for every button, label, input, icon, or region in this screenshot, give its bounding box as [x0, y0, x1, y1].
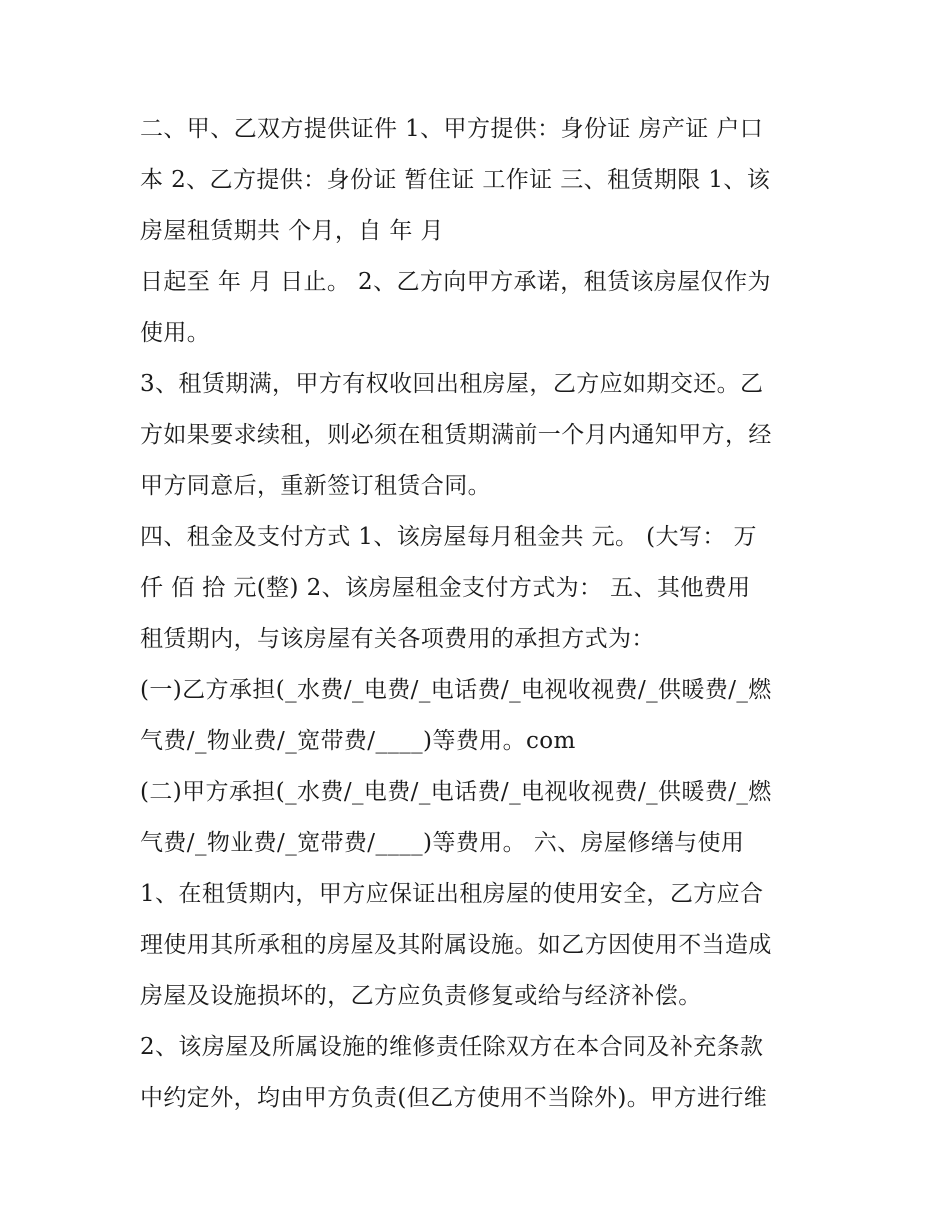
text-line: 四、租金及支付方式 1、该房屋每月租金共 元。 (大写： 万	[140, 524, 757, 550]
text-line: 甲方同意后，重新签订租赁合同。	[140, 473, 491, 499]
text-line: 2、该房屋及所属设施的维修责任除双方在本合同及补充条款	[140, 1034, 764, 1060]
contract-text-body	[140, 104, 820, 1124]
text-line: (一)乙方承担(_水费/_电费/_电话费/_电视收视费/_供暖费/_燃	[140, 677, 772, 703]
text-line: 3、租赁期满，甲方有权收回出租房屋，乙方应如期交还。乙	[140, 371, 764, 397]
text-line: 理使用其所承租的房屋及其附属设施。如乙方因使用不当造成	[140, 932, 772, 958]
text-line: 方如果要求续租，则必须在租赁期满前一个月内通知甲方，经	[140, 422, 772, 448]
text-line: 使用。	[140, 320, 211, 346]
text-line: 房屋租赁期共 个月，自 年 月	[140, 218, 444, 244]
text-line: 1、在租赁期内，甲方应保证出租房屋的使用安全，乙方应合	[140, 881, 764, 907]
text-line: 气费/_物业费/_宽带费/____)等费用。 六、房屋修缮与使用	[140, 830, 745, 856]
text-line: 房屋及设施损坏的，乙方应负责修复或给与经济补偿。	[140, 983, 702, 1009]
text-line: 二、甲、乙双方提供证件 1、甲方提供：身份证 房产证 户口	[140, 116, 764, 142]
text-line: 仟 佰 拾 元(整) 2、该房屋租金支付方式为： 五、其他费用	[140, 575, 751, 601]
text-line: 租赁期内，与该房屋有关各项费用的承担方式为：	[140, 626, 655, 652]
text-line: 日起至 年 月 日止。 2、乙方向甲方承诺，租赁该房屋仅作为	[140, 269, 771, 295]
text-line: 气费/_物业费/_宽带费/____)等费用。com	[140, 728, 576, 754]
text-line: (二)甲方承担(_水费/_电费/_电话费/_电视收视费/_供暖费/_燃	[140, 779, 772, 805]
text-line: 中约定外，均由甲方负责(但乙方使用不当除外)。甲方进行维	[140, 1085, 768, 1111]
text-line: 本 2、乙方提供：身份证 暂住证 工作证 三、租赁期限 1、该	[140, 167, 771, 193]
